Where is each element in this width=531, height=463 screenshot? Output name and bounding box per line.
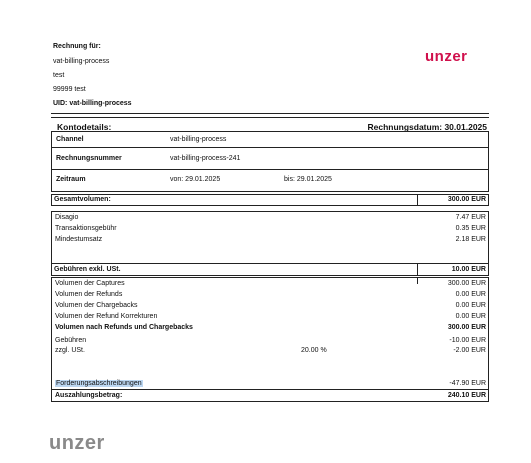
invoice-number-value: vat-billing-process-241 [170, 155, 241, 162]
total-volume-value: 300.00 EUR [447, 196, 486, 203]
vat-label: zzgl. USt. [55, 347, 85, 354]
gebuehren-value: -10.00 EUR [449, 337, 486, 344]
net-volume-value: 300.00 EUR [447, 324, 486, 331]
fees-total-value: 10.00 EUR [451, 266, 486, 273]
payout-value: 240.10 EUR [447, 392, 486, 399]
recipient-uid: UID: vat-billing-process [53, 100, 132, 107]
divider [417, 263, 418, 275]
divider [51, 113, 489, 114]
unzer-logo-footer: unzer [49, 432, 105, 454]
divider [417, 194, 418, 206]
fee-value: 0.35 EUR [455, 225, 486, 232]
divider [417, 277, 418, 284]
recipient-title: Rechnung für: [53, 43, 101, 50]
channel-value: vat-billing-process [170, 136, 227, 143]
volume-value: 0.00 EUR [455, 302, 486, 309]
write-off-label-text: Forderungsabschreibungen [56, 380, 142, 387]
volume-label: Volumen der Chargebacks [55, 302, 138, 309]
fees-total-label: Gebühren exkl. USt. [54, 266, 121, 273]
recipient-line: 99999 test [53, 86, 86, 93]
invoice-date: Rechnungsdatum: 30.01.2025 [367, 122, 487, 132]
write-off-value: -47.90 EUR [449, 380, 486, 387]
total-volume-row [51, 194, 489, 206]
fee-value: 2.18 EUR [455, 236, 486, 243]
volume-value: 300.00 EUR [447, 280, 486, 287]
recipient-line: test [53, 72, 65, 79]
channel-label: Channel [56, 136, 84, 143]
payout-label: Auszahlungsbetrag: [55, 392, 123, 399]
volume-label: Volumen der Captures [55, 280, 125, 287]
vat-value: -2.00 EUR [453, 347, 486, 354]
account-title: Kontodetails: [57, 122, 112, 132]
net-volume-label: Volumen nach Refunds und Chargebacks [55, 324, 193, 331]
gebuehren-label: Gebühren [55, 337, 87, 344]
fee-label: Transaktionsgebühr [55, 225, 117, 232]
period-to: bis: 29.01.2025 [284, 176, 332, 183]
period-label: Zeitraum [56, 176, 86, 183]
divider [51, 389, 489, 390]
write-off-label [55, 380, 143, 387]
divider [51, 117, 489, 118]
fee-label: Disagio [55, 214, 79, 221]
fee-label: Mindestumsatz [55, 236, 103, 243]
volume-value: 0.00 EUR [455, 313, 486, 320]
vat-rate: 20.00 % [301, 347, 327, 354]
unzer-logo: unzer [425, 48, 468, 65]
volume-value: 0.00 EUR [455, 291, 486, 298]
invoice-number-label: Rechnungsnummer [56, 155, 122, 162]
total-volume-label: Gesamtvolumen: [54, 196, 111, 203]
period-from: von: 29.01.2025 [170, 176, 221, 183]
fee-value: 7.47 EUR [455, 214, 486, 221]
divider [51, 147, 489, 148]
volume-label: Volumen der Refund Korrekturen [55, 313, 158, 320]
volume-label: Volumen der Refunds [55, 291, 123, 298]
divider [51, 263, 489, 264]
recipient-line: vat-billing-process [53, 58, 110, 65]
divider [51, 169, 489, 170]
